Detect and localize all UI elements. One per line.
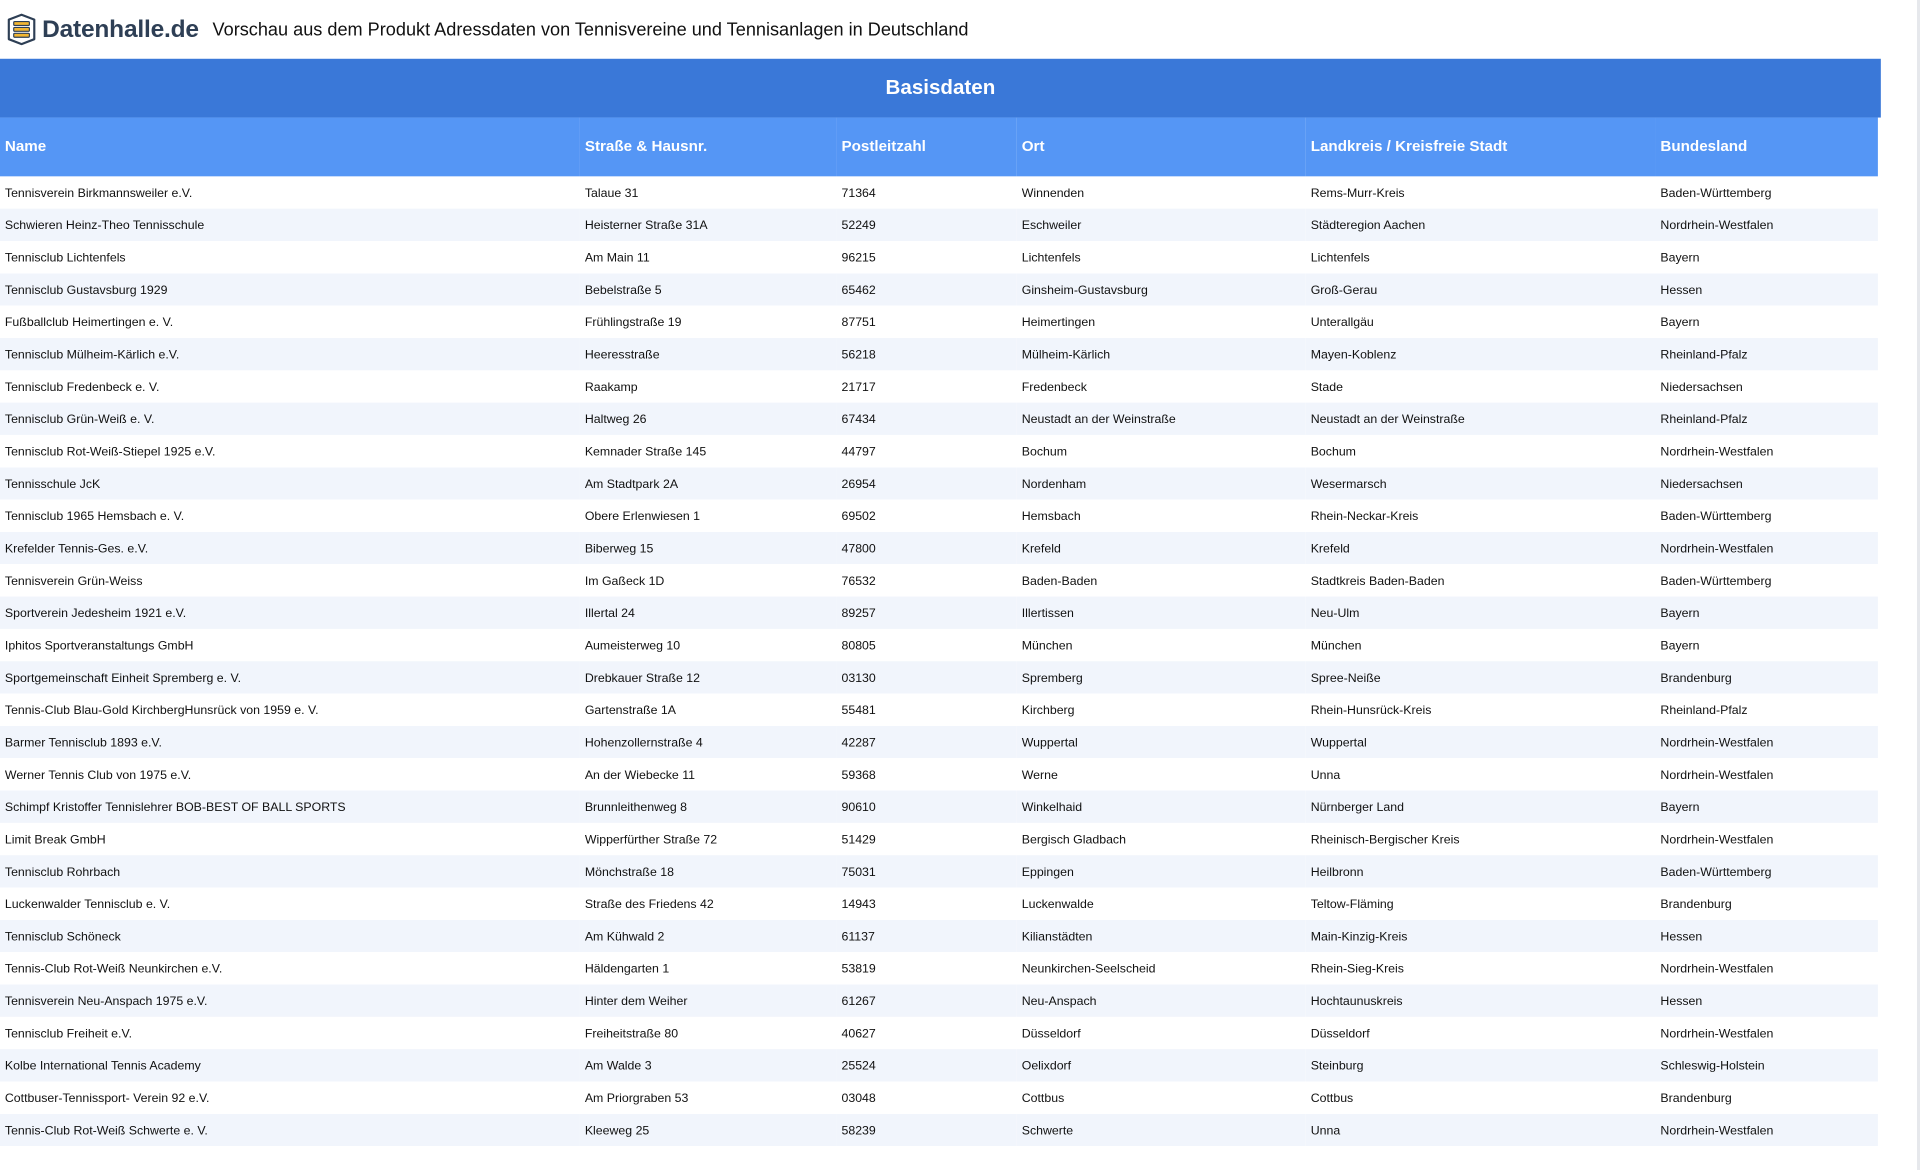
street-cell: Am Stadtpark 2A — [580, 467, 837, 499]
table-row — [0, 823, 1878, 855]
postcode-cell: 90610 — [837, 791, 1017, 823]
postcode-cell: 51429 — [837, 823, 1017, 855]
state-cell: Baden-Württemberg — [1656, 855, 1878, 887]
name-cell: Kolbe International Tennis Academy — [0, 1049, 580, 1081]
street-cell: Straße des Friedens 42 — [580, 888, 837, 920]
name-cell: Tennisclub Freiheit e.V. — [0, 1017, 580, 1049]
table-row — [0, 791, 1878, 823]
postcode-cell: 52249 — [837, 209, 1017, 241]
district-cell: Wesermarsch — [1306, 467, 1656, 499]
name-cell: Tennisclub Rohrbach — [0, 855, 580, 887]
column-header-district: Landkreis / Kreisfreie Stadt — [1306, 118, 1656, 177]
postcode-cell: 75031 — [837, 855, 1017, 887]
city-cell: Neu-Anspach — [1017, 984, 1306, 1016]
name-cell: Iphitos Sportveranstaltungs GmbH — [0, 629, 580, 661]
city-cell: Eppingen — [1017, 855, 1306, 887]
state-cell: Brandenburg — [1656, 1081, 1878, 1113]
state-cell: Bayern — [1656, 629, 1878, 661]
city-cell: Mülheim-Kärlich — [1017, 338, 1306, 370]
city-cell: München — [1017, 629, 1306, 661]
state-cell: Schleswig-Holstein — [1656, 1049, 1878, 1081]
street-cell: Biberweg 15 — [580, 532, 837, 564]
name-cell: Tennisschule JcK — [0, 467, 580, 499]
state-cell: Rheinland-Pfalz — [1656, 694, 1878, 726]
table-row — [0, 629, 1878, 661]
name-cell: Luckenwalder Tennisclub e. V. — [0, 888, 580, 920]
column-header-state: Bundesland — [1656, 118, 1878, 177]
street-cell: Raakamp — [580, 370, 837, 402]
state-cell: Bayern — [1656, 597, 1878, 629]
name-cell: Sportverein Jedesheim 1921 e.V. — [0, 597, 580, 629]
table-row — [0, 888, 1878, 920]
postcode-cell: 03130 — [837, 661, 1017, 693]
postcode-cell: 55481 — [837, 694, 1017, 726]
district-cell: Nürnberger Land — [1306, 791, 1656, 823]
table-row — [0, 984, 1878, 1016]
state-cell: Baden-Württemberg — [1656, 176, 1878, 208]
state-cell: Bayern — [1656, 306, 1878, 338]
table-row — [0, 1017, 1878, 1049]
street-cell: Aumeisterweg 10 — [580, 629, 837, 661]
city-cell: Neustadt an der Weinstraße — [1017, 403, 1306, 435]
state-cell: Nordrhein-Westfalen — [1656, 726, 1878, 758]
table-row — [0, 952, 1878, 984]
name-cell: Tennisclub Schöneck — [0, 920, 580, 952]
district-cell: Main-Kinzig-Kreis — [1306, 920, 1656, 952]
section-title: Basisdaten — [885, 76, 996, 99]
district-cell: Rhein-Sieg-Kreis — [1306, 952, 1656, 984]
district-cell: Mayen-Koblenz — [1306, 338, 1656, 370]
postcode-cell: 26954 — [837, 467, 1017, 499]
city-cell: Neunkirchen-Seelscheid — [1017, 952, 1306, 984]
table-row — [0, 1081, 1878, 1113]
name-cell: Schimpf Kristoffer Tennislehrer BOB-BEST OF BALL SPORTS — [0, 791, 580, 823]
city-cell: Schwerte — [1017, 1114, 1306, 1146]
table-body — [0, 176, 1878, 1146]
state-cell: Nordrhein-Westfalen — [1656, 435, 1878, 467]
postcode-cell: 69502 — [837, 500, 1017, 532]
state-cell: Hessen — [1656, 273, 1878, 305]
logo-text: Datenhalle.de — [42, 15, 199, 43]
data-table — [0, 118, 1878, 1147]
city-cell: Bergisch Gladbach — [1017, 823, 1306, 855]
table-row — [0, 855, 1878, 887]
server-database-icon — [6, 13, 37, 46]
name-cell: Tennis-Club Blau-Gold KirchbergHunsrück von 1959 e. V. — [0, 694, 580, 726]
state-cell: Brandenburg — [1656, 888, 1878, 920]
street-cell: Gartenstraße 1A — [580, 694, 837, 726]
table-row — [0, 241, 1878, 273]
state-cell: Hessen — [1656, 984, 1878, 1016]
street-cell: Am Walde 3 — [580, 1049, 837, 1081]
district-cell: Heilbronn — [1306, 855, 1656, 887]
street-cell: Hohenzollernstraße 4 — [580, 726, 837, 758]
district-cell: Bochum — [1306, 435, 1656, 467]
state-cell: Niedersachsen — [1656, 467, 1878, 499]
street-cell: Am Kühwald 2 — [580, 920, 837, 952]
state-cell: Nordrhein-Westfalen — [1656, 532, 1878, 564]
table-header — [0, 118, 1878, 177]
city-cell: Wuppertal — [1017, 726, 1306, 758]
district-cell: Rhein-Neckar-Kreis — [1306, 500, 1656, 532]
street-cell: Talaue 31 — [580, 176, 837, 208]
state-cell: Nordrhein-Westfalen — [1656, 1114, 1878, 1146]
name-cell: Tennisclub Grün-Weiß e. V. — [0, 403, 580, 435]
page-title: Vorschau aus dem Produkt Adressdaten von Tennisvereine und Tennisanlagen in Deutschland — [212, 18, 969, 40]
state-cell: Bayern — [1656, 791, 1878, 823]
postcode-cell: 67434 — [837, 403, 1017, 435]
name-cell: Tennis-Club Rot-Weiß Schwerte e. V. — [0, 1114, 580, 1146]
street-cell: Heeresstraße — [580, 338, 837, 370]
name-cell: Werner Tennis Club von 1975 e.V. — [0, 758, 580, 790]
street-cell: An der Wiebecke 11 — [580, 758, 837, 790]
column-header-name: Name — [0, 118, 580, 177]
name-cell: Sportgemeinschaft Einheit Spremberg e. V. — [0, 661, 580, 693]
name-cell: Limit Break GmbH — [0, 823, 580, 855]
district-cell: Spree-Neiße — [1306, 661, 1656, 693]
state-cell: Baden-Württemberg — [1656, 500, 1878, 532]
street-cell: Hinter dem Weiher — [580, 984, 837, 1016]
postcode-cell: 89257 — [837, 597, 1017, 629]
city-cell: Krefeld — [1017, 532, 1306, 564]
table-row — [0, 467, 1878, 499]
name-cell: Tennisverein Neu-Anspach 1975 e.V. — [0, 984, 580, 1016]
postcode-cell: 42287 — [837, 726, 1017, 758]
state-cell: Nordrhein-Westfalen — [1656, 1017, 1878, 1049]
district-cell: Groß-Gerau — [1306, 273, 1656, 305]
postcode-cell: 21717 — [837, 370, 1017, 402]
postcode-cell: 56218 — [837, 338, 1017, 370]
street-cell: Haltweg 26 — [580, 403, 837, 435]
city-cell: Bochum — [1017, 435, 1306, 467]
district-cell: Stade — [1306, 370, 1656, 402]
postcode-cell: 61137 — [837, 920, 1017, 952]
street-cell: Obere Erlenwiesen 1 — [580, 500, 837, 532]
district-cell: Rhein-Hunsrück-Kreis — [1306, 694, 1656, 726]
city-cell: Kirchberg — [1017, 694, 1306, 726]
state-cell: Nordrhein-Westfalen — [1656, 758, 1878, 790]
column-header-street: Straße & Hausnr. — [580, 118, 837, 177]
postcode-cell: 87751 — [837, 306, 1017, 338]
postcode-cell: 61267 — [837, 984, 1017, 1016]
district-cell: Hochtaunuskreis — [1306, 984, 1656, 1016]
top-bar — [0, 0, 1881, 59]
street-cell: Illertal 24 — [580, 597, 837, 629]
city-cell: Nordenham — [1017, 467, 1306, 499]
district-cell: Unna — [1306, 758, 1656, 790]
table-row — [0, 176, 1878, 208]
postcode-cell: 96215 — [837, 241, 1017, 273]
district-cell: Düsseldorf — [1306, 1017, 1656, 1049]
district-cell: Unna — [1306, 1114, 1656, 1146]
district-cell: Lichtenfels — [1306, 241, 1656, 273]
name-cell: Schwieren Heinz-Theo Tennisschule — [0, 209, 580, 241]
column-header-postcode: Postleitzahl — [837, 118, 1017, 177]
table-row — [0, 1049, 1878, 1081]
postcode-cell: 76532 — [837, 564, 1017, 596]
name-cell: Tennisverein Birkmannsweiler e.V. — [0, 176, 580, 208]
street-cell: Am Priorgraben 53 — [580, 1081, 837, 1113]
street-cell: Heisterner Straße 31A — [580, 209, 837, 241]
table-row — [0, 1114, 1878, 1146]
street-cell: Wipperfürther Straße 72 — [580, 823, 837, 855]
name-cell: Cottbuser-Tennissport- Verein 92 e.V. — [0, 1081, 580, 1113]
postcode-cell: 65462 — [837, 273, 1017, 305]
name-cell: Tennisclub Lichtenfels — [0, 241, 580, 273]
column-header-city: Ort — [1017, 118, 1306, 177]
postcode-cell: 58239 — [837, 1114, 1017, 1146]
street-cell: Kemnader Straße 145 — [580, 435, 837, 467]
name-cell: Tennisclub Mülheim-Kärlich e.V. — [0, 338, 580, 370]
city-cell: Cottbus — [1017, 1081, 1306, 1113]
city-cell: Illertissen — [1017, 597, 1306, 629]
logo-link[interactable] — [6, 13, 199, 46]
street-cell: Häldengarten 1 — [580, 952, 837, 984]
city-cell: Winkelhaid — [1017, 791, 1306, 823]
name-cell: Tennisclub Gustavsburg 1929 — [0, 273, 580, 305]
city-cell: Winnenden — [1017, 176, 1306, 208]
section-header — [0, 59, 1881, 118]
district-cell: Rheinisch-Bergischer Kreis — [1306, 823, 1656, 855]
name-cell: Tennis-Club Rot-Weiß Neunkirchen e.V. — [0, 952, 580, 984]
name-cell: Tennisclub Fredenbeck e. V. — [0, 370, 580, 402]
city-cell: Lichtenfels — [1017, 241, 1306, 273]
city-cell: Hemsbach — [1017, 500, 1306, 532]
district-cell: Teltow-Fläming — [1306, 888, 1656, 920]
district-cell: Rems-Murr-Kreis — [1306, 176, 1656, 208]
city-cell: Baden-Baden — [1017, 564, 1306, 596]
district-cell: München — [1306, 629, 1656, 661]
name-cell: Tennisclub Rot-Weiß-Stiepel 1925 e.V. — [0, 435, 580, 467]
street-cell: Bebelstraße 5 — [580, 273, 837, 305]
city-cell: Ginsheim-Gustavsburg — [1017, 273, 1306, 305]
postcode-cell: 80805 — [837, 629, 1017, 661]
postcode-cell: 71364 — [837, 176, 1017, 208]
table-header-row — [0, 118, 1878, 177]
district-cell: Cottbus — [1306, 1081, 1656, 1113]
postcode-cell: 59368 — [837, 758, 1017, 790]
state-cell: Nordrhein-Westfalen — [1656, 823, 1878, 855]
district-cell: Stadtkreis Baden-Baden — [1306, 564, 1656, 596]
state-cell: Rheinland-Pfalz — [1656, 338, 1878, 370]
state-cell: Niedersachsen — [1656, 370, 1878, 402]
name-cell: Fußballclub Heimertingen e. V. — [0, 306, 580, 338]
state-cell: Brandenburg — [1656, 661, 1878, 693]
street-cell: Im Gaßeck 1D — [580, 564, 837, 596]
table-row — [0, 758, 1878, 790]
name-cell: Krefelder Tennis-Ges. e.V. — [0, 532, 580, 564]
table-row — [0, 500, 1878, 532]
district-cell: Neu-Ulm — [1306, 597, 1656, 629]
street-cell: Frühlingstraße 19 — [580, 306, 837, 338]
state-cell: Rheinland-Pfalz — [1656, 403, 1878, 435]
street-cell: Mönchstraße 18 — [580, 855, 837, 887]
city-cell: Eschweiler — [1017, 209, 1306, 241]
city-cell: Fredenbeck — [1017, 370, 1306, 402]
state-cell: Hessen — [1656, 920, 1878, 952]
table-row — [0, 726, 1878, 758]
city-cell: Heimertingen — [1017, 306, 1306, 338]
table-row — [0, 273, 1878, 305]
city-cell: Kilianstädten — [1017, 920, 1306, 952]
table-row — [0, 370, 1878, 402]
postcode-cell: 53819 — [837, 952, 1017, 984]
city-cell: Spremberg — [1017, 661, 1306, 693]
city-cell: Oelixdorf — [1017, 1049, 1306, 1081]
table-row — [0, 661, 1878, 693]
postcode-cell: 03048 — [837, 1081, 1017, 1113]
postcode-cell: 40627 — [837, 1017, 1017, 1049]
table-row — [0, 694, 1878, 726]
postcode-cell: 14943 — [837, 888, 1017, 920]
name-cell: Tennisverein Grün-Weiss — [0, 564, 580, 596]
name-cell: Tennisclub 1965 Hemsbach e. V. — [0, 500, 580, 532]
state-cell: Baden-Württemberg — [1656, 564, 1878, 596]
street-cell: Drebkauer Straße 12 — [580, 661, 837, 693]
district-cell: Unterallgäu — [1306, 306, 1656, 338]
postcode-cell: 25524 — [837, 1049, 1017, 1081]
district-cell: Neustadt an der Weinstraße — [1306, 403, 1656, 435]
district-cell: Steinburg — [1306, 1049, 1656, 1081]
table-row — [0, 532, 1878, 564]
city-cell: Werne — [1017, 758, 1306, 790]
postcode-cell: 44797 — [837, 435, 1017, 467]
street-cell: Am Main 11 — [580, 241, 837, 273]
table-row — [0, 564, 1878, 596]
state-cell: Nordrhein-Westfalen — [1656, 209, 1878, 241]
state-cell: Bayern — [1656, 241, 1878, 273]
table-row — [0, 338, 1878, 370]
table-row — [0, 209, 1878, 241]
postcode-cell: 47800 — [837, 532, 1017, 564]
street-cell: Brunnleithenweg 8 — [580, 791, 837, 823]
city-cell: Luckenwalde — [1017, 888, 1306, 920]
city-cell: Düsseldorf — [1017, 1017, 1306, 1049]
name-cell: Barmer Tennisclub 1893 e.V. — [0, 726, 580, 758]
street-cell: Freiheitstraße 80 — [580, 1017, 837, 1049]
table-row — [0, 403, 1878, 435]
district-cell: Krefeld — [1306, 532, 1656, 564]
state-cell: Nordrhein-Westfalen — [1656, 952, 1878, 984]
table-row — [0, 920, 1878, 952]
district-cell: Städteregion Aachen — [1306, 209, 1656, 241]
street-cell: Kleeweg 25 — [580, 1114, 837, 1146]
district-cell: Wuppertal — [1306, 726, 1656, 758]
table-row — [0, 306, 1878, 338]
table-row — [0, 435, 1878, 467]
table-row — [0, 597, 1878, 629]
